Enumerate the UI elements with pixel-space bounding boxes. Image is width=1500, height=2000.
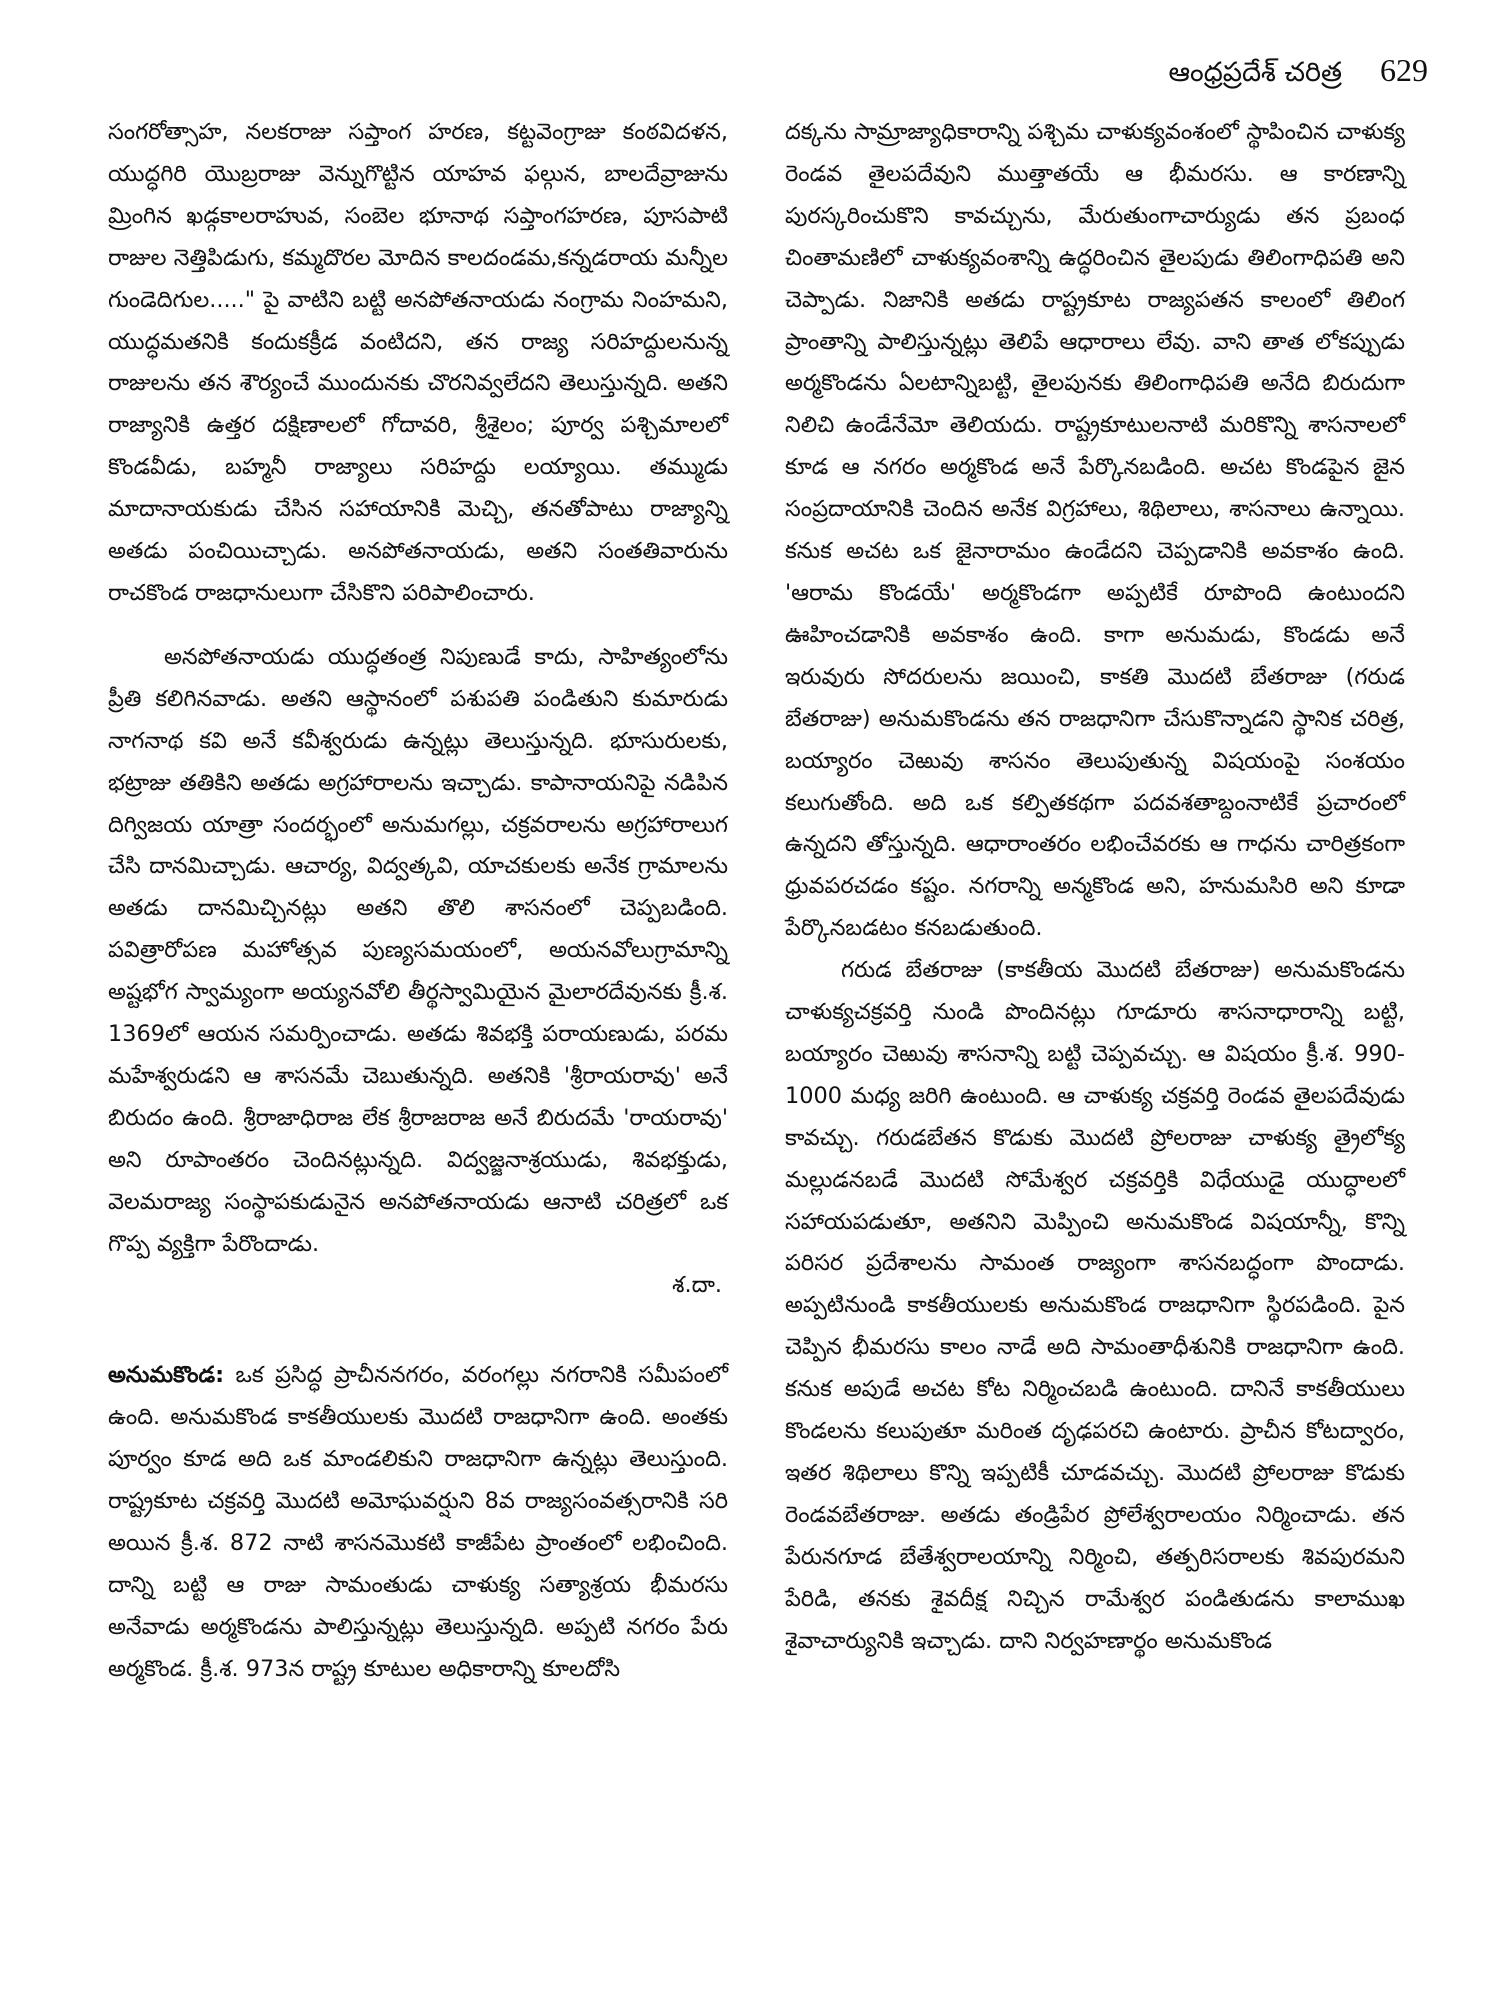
author-initials: శ.దా. <box>672 1272 722 1299</box>
entry-heading: అనుమకొండ: <box>108 1362 225 1389</box>
paragraph: దక్కను సామ్రాజ్యాధికారాన్ని పశ్చిమ చాళుక్యవంశంలో స్థాపించిన చాళుక్య రెండవ తైలపదేవుని ముత్తాతయే ఆ భీమరసు. ఆ కారణాన్ని పురస్కరించుకొని కావచ్చును, మేరుతుంగాచార్యుడు తన ప్రబంధ చింతామణిలో చాళుక్యవంశాన్ని ఉద్ధరించిన తైలపుడు తిలింగాధిపతి అని చెప్పాడు. నిజానికి అతడు రాష్ట్రకూట రాజ్యపతన కాలంలో తిలింగ ప్రాంతాన్ని పాలిస్తున్నట్లు తెలిపే ఆధారాలు లేవు. వాని తాత లోకప్పుడు అర్మకొండను ఏలటాన్నిబట్టి, తైలపునకు తిలింగాధిపతి అనేది బిరుదుగా నిలిచి ఉండేనేమో తెలియదు. రాష్ట్రకూటులనాటి మరికొన్ని శాసనాలలో కూడ ఆ నగరం అర్మకొండ అనే పేర్కొనబడింది. అచట కొండపైన జైన సంప్రదాయానికి చెందిన అనేక విగ్రహాలు, శిథిలాలు, శాసనాలు ఉన్నాయి. కనుక అచట ఒక జైనారామం ఉండేదని చెప్పడానికి అవకాశం ఉంది. 'ఆరామ కొండయే' అర్మకొండగా అప్పటికే రూపొంది ఉంటుందని ఊహించడానికి అవకాశం ఉంది. కాగా అనుమడు, కొండడు అనే ఇరువురు సోదరులను జయించి, కాకతి మొదటి బేతరాజు (గరుడ బేతరాజు) అనుమకొండను తన రాజధానిగా చేసుకొన్నాడని స్థానిక చరిత్ర, బయ్యారం చెఱువు శాసనం తెలుపుతున్న విషయంపై సంశయం కలుగుతోంది. అది ఒక కల్పితకథగా పదవశతాబ్దంనాటికే ప్రచారంలో ఉన్నదని తోస్తున్నది. ఆధారాంతరం లభించేవరకు ఆ గాధను చారిత్రకంగా ధ్రువపరచడం కష్టం. నగరాన్ని అన్మకొండ అని, హనుమసిరి అని కూడా పేర్కొనబడటం కనబడుతుంది. <box>785 119 1405 942</box>
entry-text: ఒక ప్రసిద్ధ ప్రాచీననగరం, వరంగల్లు నగరానికి సమీపంలో ఉంది. అనుమకొండ కాకతీయులకు మొదటి రాజధానిగా ఉంది. అంతకు పూర్వం కూడ అది ఒక మాండలికుని రాజధానిగా ఉన్నట్లు తెలుస్తుంది. రాష్ట్రకూట చక్రవర్తి మొదటి అమోఘవర్షుని 8వ రాజ్యసంవత్సరానికి సరి అయిన క్రీ.శ. 872 నాటి శాసనమొకటి కాజీపేట ప్రాంతంలో లభించింది. దాన్ని బట్టి ఆ రాజు సామంతుడు చాళుక్య సత్యాశ్రయ భీమరసు అనేవాడు అర్మకొండను పాలిస్తున్నట్లు తెలుస్తున్నది. అప్పటి నగరం పేరు అర్మకొండ. క్రీ.శ. 973న రాష్ట్ర కూటుల అధికారాన్ని కూలదోసి <box>108 1362 728 1682</box>
page-number: 629 <box>1380 52 1428 88</box>
page-header <box>1168 52 1428 95</box>
encyclopedia-entry <box>108 1355 728 1690</box>
paragraph: గరుడ బేతరాజు (కాకతీయ మొదటి బేతరాజు) అనుమకొండను చాళుక్యచక్రవర్తి నుండి పొందినట్లు గూడూరు శాసనాధారాన్ని బట్టి, బయ్యారం చెఱువు శాసనాన్ని బట్టి చెప్పవచ్చు. ఆ విషయం క్రీ.శ. 990-1000 మధ్య జరిగి ఉంటుంది. ఆ చాళుక్య చక్రవర్తి రెండవ తైలపదేవుడు కావచ్చు. గరుడబేతన కొడుకు మొదటి ప్రోలరాజు చాళుక్య త్రైలోక్య మల్లుడనబడే మొదటి సోమేశ్వర చక్రవర్తికి విధేయుడై యుద్ధాలలో సహాయపడుతూ, అతనిని మెప్పించి అనుమకొండ విషయాన్నీ, కొన్ని పరిసర ప్రదేశాలను సామంత రాజ్యంగా శాసనబద్ధంగా పొందాడు. అప్పటినుండి కాకతీయులకు అనుమకొండ రాజధానిగా స్థిరపడింది. పైన చెప్పిన భీమరసు కాలం నాడే అది సామంతాధీశునికి రాజధానిగా ఉంది. కనుక అపుడే అచట కోట నిర్మించబడి ఉంటుంది. దానినే కాకతీయులు కొండలను కలుపుతూ మరింత దృఢపరచి ఉంటారు. ప్రాచీన కోటద్వారం, ఇతర శిథిలాలు కొన్ని ఇప్పటికీ చూడవచ్చు. మొదటి ప్రోలరాజు కొడుకు రెండవబేతరాజు. అతడు తండ్రిపేర ప్రోలేశ్వరాలయం నిర్మించాడు. తన పేరునగూడ బేతేశ్వరాలయాన్ని నిర్మించి, తత్పరిసరాలకు శివపురమని పేరిడి, తనకు శైవదీక్ష నిచ్చిన రామేశ్వర పండితుడను కాలాముఖ శైవాచార్యునికి ఇచ్చాడు. దాని నిర్వహణార్థం అనుమకొండ <box>785 957 1405 1654</box>
running-title: ఆంధ్రప్రదేశ్ చరిత్ర <box>1168 57 1342 88</box>
right-column <box>785 112 1405 1663</box>
paragraph: అనపోతనాయడు యుద్ధతంత్ర నిపుణుడే కాదు, సాహిత్యంలోను ప్రీతి కలిగినవాడు. అతని ఆస్థానంలో పశుపతి పండితుని కుమారుడు నాగనాథ కవి అనే కవీశ్వరుడు ఉన్నట్లు తెలుస్తున్నది. భూసురులకు, భట్రాజు తతికిని అతడు అగ్రహారాలను ఇచ్చాడు. కాపానాయనిపై నడిపిన దిగ్విజయ యాత్రా సందర్భంలో అనుమగల్లు, చక్రవరాలను అగ్రహారాలుగ చేసి దానమిచ్చాడు. ఆచార్య, విద్వత్కవి, యాచకులకు అనేక గ్రామాలను అతడు దానమిచ్చినట్లు అతని తొలి శాసనంలో చెప్పబడింది. పవిత్రారోపణ మహోత్సవ పుణ్యసమయంలో, అయనవోలుగ్రామాన్ని అష్టభోగ స్వామ్యంగా అయ్యనవోలి తీర్థస్వామియైన మైలారదేవునకు క్రీ.శ. 1369లో ఆయన సమర్పించాడు. అతడు శివభక్తి పరాయణుడు, పరమ మహేశ్వరుడని ఆ శాసనమే చెబుతున్నది. అతనికి 'శ్రీరాయరావు' అనే బిరుదం ఉంది. శ్రీరాజాధిరాజ లేక శ్రీరాజరాజ అనే బిరుదమే 'రాయరావు' అని రూపాంతరం చెందినట్లున్నది. విద్వజ్జనాశ్రయుడు, శివభక్తుడు, వెలమరాజ్య సంస్థాపకుడునైన అనపోతనాయడు ఆనాటి చరిత్రలో ఒక గొప్ప వ్యక్తిగా పేరొందాడు. <box>108 643 728 1257</box>
paragraph: సంగరోత్సాహ, నలకరాజు సప్తాంగ హరణ, కట్టవెంగ్రాజు కంఠవిదళన, యుద్ధగిరి యొబ్రరాజు వెన్నుగొట్టిన యాహవ ఫల్గున, బాలదేవ్రాజును మ్రింగిన ఖడ్గకాలరాహువ, సంబెల భూనాథ సప్తాంగహరణ, పూసపాటి రాజుల నెత్తిపిడుగు, కమ్మదొరల మోదిన కాలదండమ,కన్నడరాయ మన్నీల గుండెదిగుల....." పై వాటిని బట్టి అనపోతనాయడు నంగ్రామ నింహమని, యుద్ధమతనికి కందుకక్రీడ వంటిదని, తన రాజ్య సరిహద్దులనున్న రాజులను తన శౌర్యంచే ముందునకు చొరనివ్వలేదని తెలుస్తున్నది. అతని రాజ్యానికి ఉత్తర దక్షిణాలలో గోదావరి, శ్రీశైలం; పూర్వ పశ్చిమాలలో కొండవీడు, బహ్మనీ రాజ్యాలు సరిహద్దు లయ్యాయి. తమ్ముడు మాదానాయకుడు చేసిన సహాయానికి మెచ్చి, తనతోపాటు రాజ్యాన్ని అతడు పంచియిచ్చాడు. అనపోతనాయడు, అతని సంతతివారును రాచకొండ రాజధానులుగా చేసికొని పరిపాలించారు. <box>108 119 728 606</box>
left-column <box>108 112 728 1691</box>
